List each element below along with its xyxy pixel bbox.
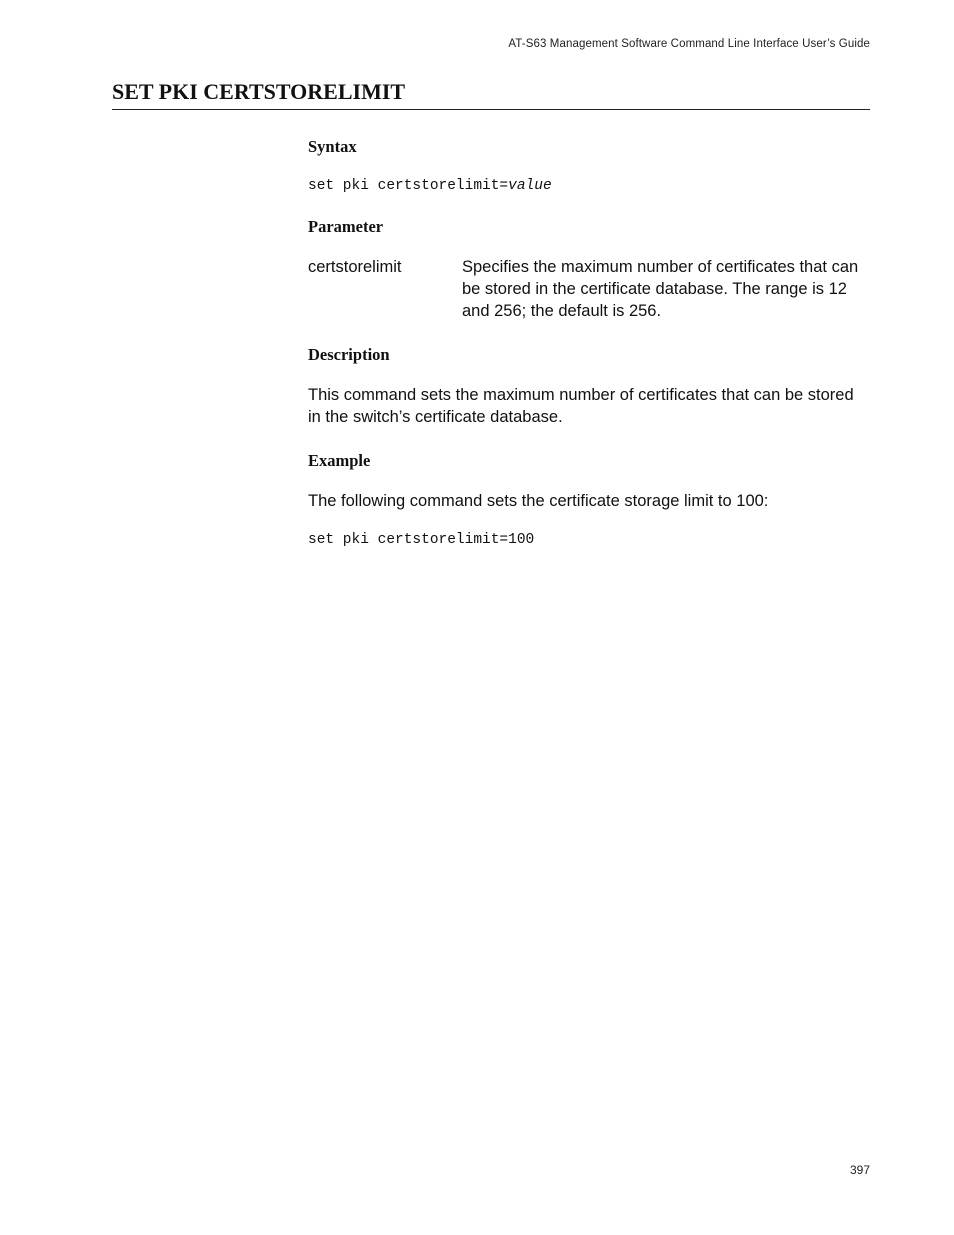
syntax-command: [308, 176, 868, 196]
page-number: 397: [849, 1163, 870, 1177]
example-text: The following command sets the certificate storage limit to 100:: [308, 492, 769, 510]
syntax-command-prefix: set pki certstorelimit=: [308, 178, 509, 194]
example-heading: Example: [308, 451, 371, 470]
parameter-row: [308, 256, 868, 322]
parameter-heading: Parameter: [308, 217, 384, 236]
example-command: set pki certstorelimit=100: [308, 532, 535, 548]
description-text: This command sets the maximum number of certificates that can be stored in the switch’s certificate database.: [308, 386, 854, 426]
syntax-command-variable: value: [508, 178, 552, 194]
description-heading: Description: [308, 345, 390, 364]
parameter-description: Specifies the maximum number of certificates that can be stored in the certificate database. The range is 12 and 256; the default is 256.: [462, 258, 859, 320]
running-header: AT-S63 Management Software Command Line Interface User’s Guide: [508, 38, 870, 50]
main-content: [308, 136, 868, 550]
parameter-name: certstorelimit: [308, 258, 402, 276]
syntax-heading: Syntax: [308, 137, 357, 156]
title-divider: [112, 109, 870, 110]
page-title: SET PKI CERTSTORELIMIT: [112, 79, 406, 104]
